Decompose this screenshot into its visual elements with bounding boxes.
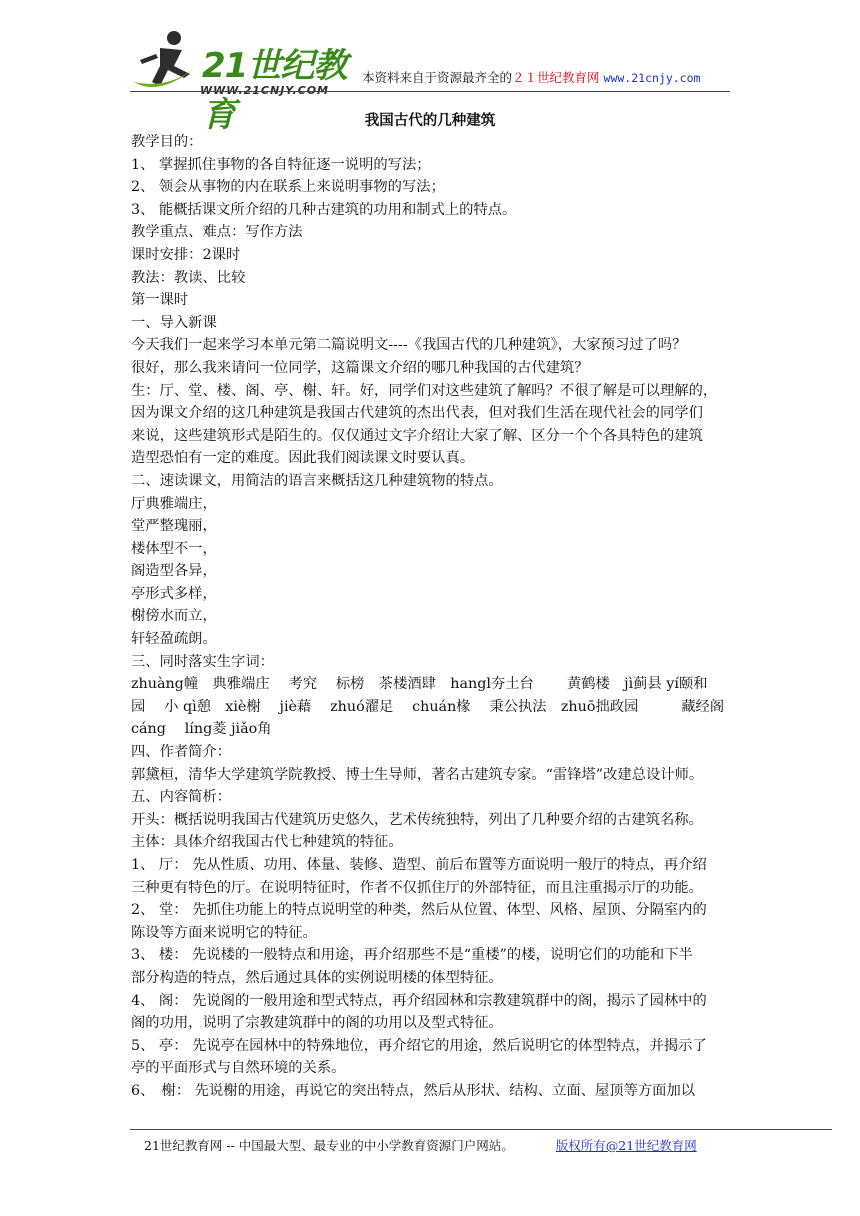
tagline-site-name: ２１世纪教育网 [512,70,600,85]
text-line: 6、 榭： 先说榭的用途，再说它的突出特点，然后从形状、结构、立面、屋顶等方面加以 [131,1082,696,1099]
header-divider [130,91,730,92]
text-line: 陈设等方面来说明它的特征。 [131,924,317,941]
header-tagline [362,68,700,86]
text-line: 生：厅、堂、楼、阁、亭、榭、轩。好，同学们对这些建筑了解吗？不很了解是可以理解的， [131,382,718,399]
text-line: 1、 掌握抓住事物的各自特征逐一说明的写法； [131,156,431,173]
text-line: 造型恐怕有一定的难度。因此我们阅读课文时要认真。 [131,450,475,467]
text-line: 轩轻盈疏朗。 [131,631,217,648]
text-line: 四、作者简介： [131,744,232,761]
text-line: 第一课时 [131,292,189,309]
logo-text: 21世纪教育 [202,46,347,135]
text-line: 教法：教读、比较 [131,269,246,286]
site-logo[interactable] [130,24,360,135]
page-footer [144,1136,697,1154]
text-line: 1、 厅： 先从性质、功用、体量、装修、造型、前后布置等方面说明一般厅的特点，再介绍 [131,857,707,873]
tagline-prefix: 本资料来自于资源最齐全的 [362,70,513,85]
logo-url: WWW.21CNJY.COM [200,84,329,97]
running-figure-icon [130,24,210,104]
text-line: 4、 阁： 先说阁的一般用途和型式特点，再介绍园林和宗教建筑群中的阁，揭示了园林中的 [131,992,707,1009]
copyright-link[interactable]: 版权所有@21世纪教育网 [555,1138,697,1153]
text-line: 课时安排：2课时 [131,246,241,263]
text-line: 楼体型不一， [131,540,217,557]
text-line: 郭黛桓，清华大学建筑学院教授、博士生导师，著名古建筑专家。“雷锋塔”改建总设计师。 [131,766,704,783]
document-body [131,131,733,1103]
text-line: 教学目的： [131,134,203,150]
text-line: 很好，那么我来请问一位同学，这篇课文介绍的哪几种我国的古代建筑？ [131,359,589,376]
text-line: 一、导入新课 [131,314,217,331]
text-line: 五、内容简析： [131,789,232,806]
text-line: 部分构造的特点，然后通过具体的实例说明楼的体型特征。 [131,969,503,986]
text-line: 园 小 qì憩 xiè榭 jiè藉 zhuó濯足 chuán椽 秉公执法 zhuō拙政园 藏经阁 [131,698,725,715]
text-line: 3、 能概括课文所介绍的几种古建筑的功用和制式上的特点。 [131,201,517,218]
text-line: 厅典雅端庄， [131,495,217,512]
text-line: 今天我们一起来学习本单元第二篇说明文----《我国古代的几种建筑》，大家预习过了吗？ [131,337,687,354]
text-line: 2、 领会从事物的内在联系上来说明事物的写法； [131,179,445,196]
text-line: zhuàng幢 典雅端庄 考究 标榜 茶楼酒肆 hangl夯土台 黄鹤楼 jì蓟县 yí颐和 [131,676,708,693]
text-line: 榭傍水而立， [131,608,217,625]
text-line: 堂严整瑰丽， [131,518,217,535]
text-line: 因为课文介绍的这几种建筑是我国古代建筑的杰出代表，但对我们生活在现代社会的同学们 [131,405,703,422]
text-line: 亭形式多样， [131,585,217,602]
tagline-url-link[interactable]: www.21cnjy.com [603,71,701,85]
text-line: 三种更有特色的厅。在说明特征时，作者不仅抓住厅的外部特征，而且注重揭示厅的功能。 [131,879,703,896]
text-line: 来说，这些建筑形式是陌生的。仅仅通过文字介绍让大家了解、区分一个个各具特色的建筑 [131,427,703,444]
text-line: 阁造型各异， [131,563,217,580]
text-line: 开头：概括说明我国古代建筑历史悠久，艺术传统独特，列出了几种要介绍的古建筑名称。 [131,811,703,828]
text-line: 5、 亭： 先说亭在园林中的特殊地位，再介绍它的用途，然后说明它的体型特点，并揭示了 [131,1037,707,1054]
text-line: 亭的平面形式与自然环境的关系。 [131,1060,346,1077]
text-line: cáng líng菱 jiǎo角 [131,721,272,738]
footer-text: 21世纪教育网 -- 中国最大型、最专业的中小学教育资源门户网站。 [144,1138,514,1153]
text-line: 教学重点、难点：写作方法 [131,224,303,241]
text-line: 三、同时落实生字词： [131,653,274,670]
text-line: 二、速读课文，用简洁的语言来概括这几种建筑物的特点。 [131,472,503,489]
document-title: 我国古代的几种建筑 [364,112,496,129]
text-line: 主体：具体介绍我国古代七种建筑的特征。 [131,834,403,851]
text-line: 2、 堂： 先抓住功能上的特点说明堂的种类，然后从位置、体型、风格、屋顶、分隔室内的 [131,902,707,919]
footer-divider [130,1129,832,1130]
text-line: 阁的功用，说明了宗教建筑群中的阁的功用以及型式特征。 [131,1015,503,1032]
text-line: 3、 楼： 先说楼的一般特点和用途，再介绍那些不是“重楼”的楼，说明它们的功能和下半 [131,947,693,964]
